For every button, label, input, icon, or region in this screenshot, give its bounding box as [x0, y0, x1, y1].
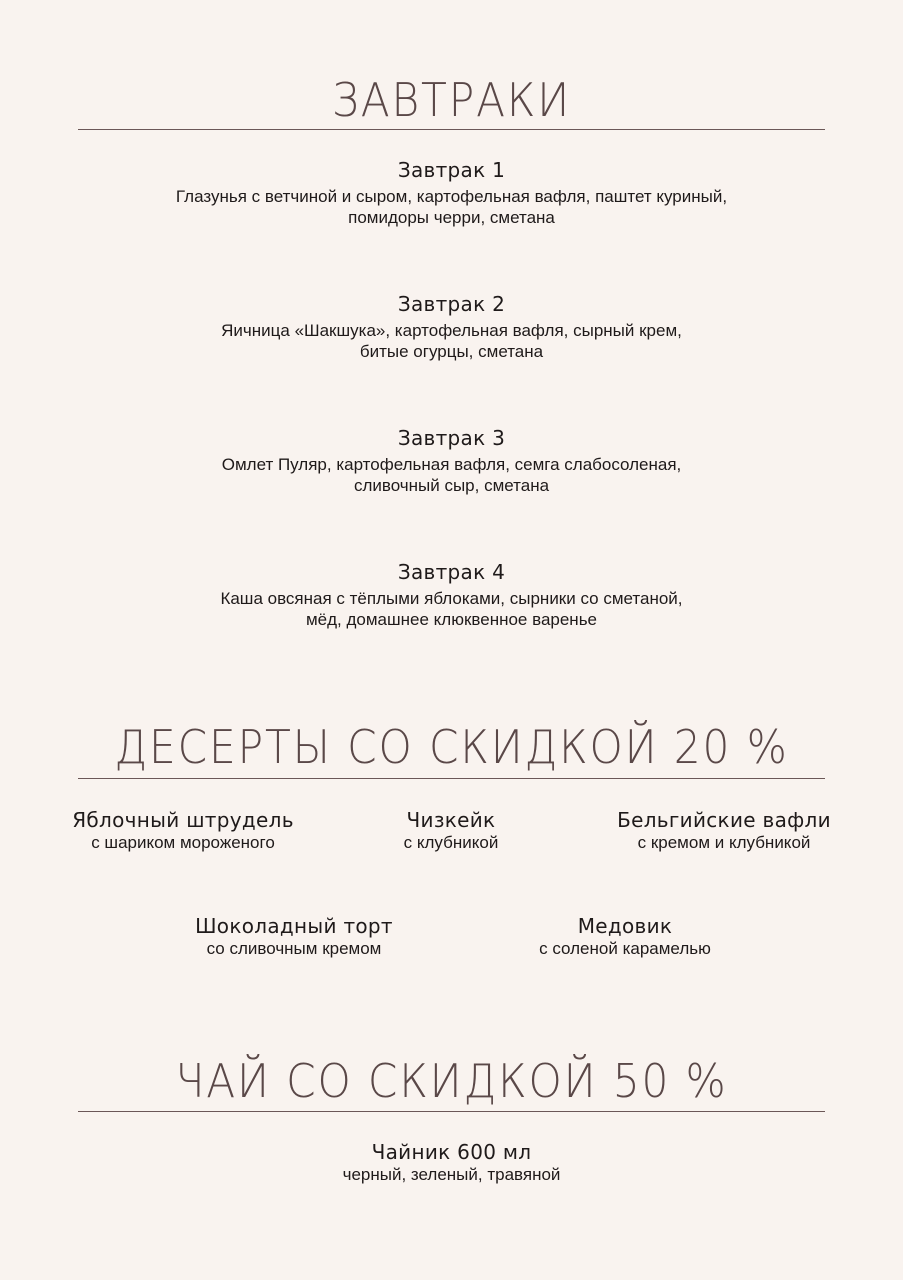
item-description: Яичница «Шакшука», картофельная вафля, сырный крем,	[221, 321, 682, 340]
item-name: Медовик	[577, 914, 673, 938]
item-description: битые огурцы, сметана	[359, 342, 544, 361]
item-description: с кремом и клубникой	[637, 833, 811, 852]
item-description: с клубникой	[403, 833, 499, 852]
item-name: Завтрак 3	[397, 426, 506, 450]
item-description: помидоры черри, сметана	[348, 208, 555, 227]
menu-item-breakfast-1	[100, 158, 803, 228]
section-divider	[78, 129, 825, 130]
menu-item-breakfast-3	[100, 426, 803, 496]
menu-item-breakfast-2	[100, 292, 803, 362]
menu-item-breakfast-4	[100, 560, 803, 630]
section-divider	[78, 778, 825, 779]
item-description: черный, зеленый, травяной	[342, 1165, 561, 1184]
item-name: Шоколадный торт	[195, 914, 393, 938]
item-description: Глазунья с ветчиной и сыром, картофельная вафля, паштет куриный,	[175, 187, 728, 206]
section-title-breakfasts: ЗАВТРАКИ	[331, 73, 572, 127]
item-description: со сливочным кремом	[206, 939, 382, 958]
item-description: Омлет Пуляр, картофельная вафля, семга слабосоленая,	[221, 455, 682, 474]
section-title-desserts: ДЕСЕРТЫ СО СКИДКОЙ 20 %	[114, 720, 789, 774]
menu-item-teapot	[200, 1140, 703, 1185]
menu-item-dessert-cheesecake	[321, 808, 581, 853]
item-description: мёд, домашнее клюквенное варенье	[305, 610, 598, 629]
item-description: сливочный сыр, сметана	[353, 476, 550, 495]
section-divider	[78, 1111, 825, 1112]
item-name: Завтрак 4	[397, 560, 506, 584]
item-description: с соленой карамелью	[539, 939, 711, 958]
menu-item-dessert-chocolate-cake	[164, 914, 424, 959]
item-name: Завтрак 1	[397, 158, 506, 182]
item-name: Яблочный штрудель	[72, 808, 294, 832]
item-description: с шариком мороженого	[91, 833, 275, 852]
item-description: Каша овсяная с тёплыми яблоками, сырники со сметаной,	[220, 589, 683, 608]
item-name: Чизкейк	[406, 808, 496, 832]
menu-item-dessert-waffles	[594, 808, 854, 853]
item-name: Бельгийские вафли	[617, 808, 831, 832]
menu-item-dessert-strudel	[53, 808, 313, 853]
menu-item-dessert-medovik	[495, 914, 755, 959]
item-name: Чайник 600 мл	[371, 1140, 532, 1164]
item-name: Завтрак 2	[397, 292, 506, 316]
section-title-tea: ЧАЙ СО СКИДКОЙ 50 %	[175, 1054, 728, 1108]
